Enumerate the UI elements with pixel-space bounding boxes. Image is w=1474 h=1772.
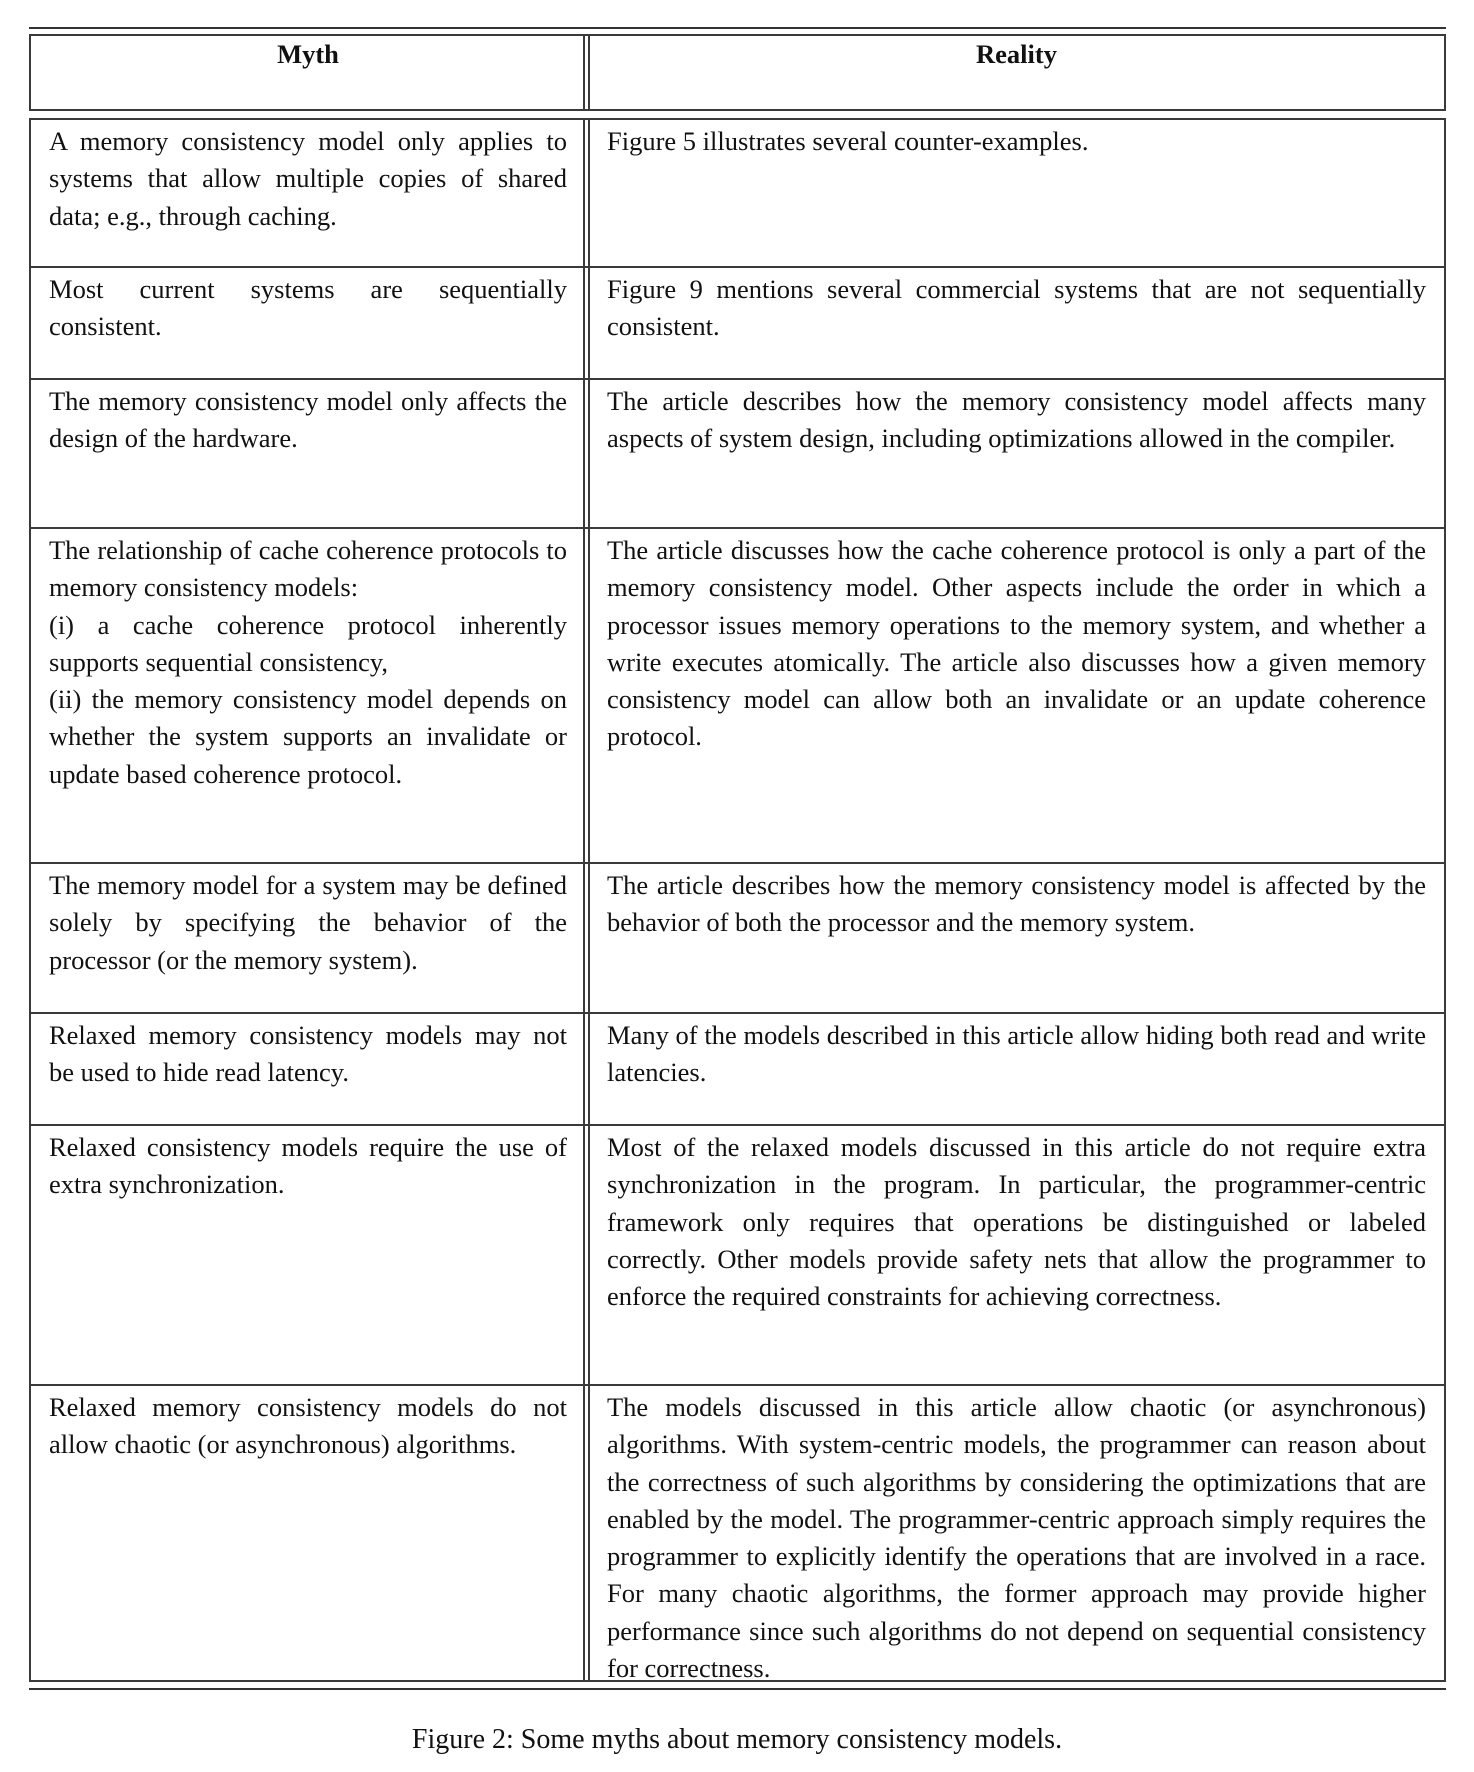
myth-line: (i) a cache coherence protocol inherently supports sequential consistency, — [49, 609, 567, 677]
column-divider — [583, 1013, 590, 1125]
column-divider — [583, 1385, 590, 1681]
reality-cell: Most of the relaxed models discussed in this article do not require extra synchronization in the program. In particular, the programmer-centric framework only requires that operations be distinguished or labeled correctly. Other models provide safety nets that allow the programmer to enforce the required constraints for achieving correctness. — [607, 1132, 1426, 1312]
reality-cell: The article describes how the memory consistency model affects many aspects of system design, including optimizations allowed in the compiler. — [607, 386, 1426, 454]
bottom-rule — [29, 1688, 1446, 1690]
myth-cell: Relaxed memory consistency models may not be used to hide read latency. — [49, 1020, 567, 1088]
reality-cell: Figure 9 mentions several commercial systems that are not sequentially consistent. — [607, 274, 1426, 342]
top-rule — [29, 27, 1446, 29]
column-divider — [583, 863, 590, 1013]
myth-cell: The memory model for a system may be defined solely by specifying the behavior of the processor (or the memory system). — [49, 870, 567, 975]
figure-caption: Figure 2: Some myths about memory consistency models. — [411, 1724, 1063, 1755]
reality-cell: The article discusses how the cache coherence protocol is only a part of the memory consistency model. Other aspects include the order in which a processor issues memory operations to the memory system, and whether a write executes atomically. The article also discusses how a given memory consistency model can allow both an invalidate or an update coherence protocol. — [607, 535, 1426, 752]
table-row — [29, 1012, 1446, 1126]
header-myth: Myth — [277, 39, 339, 69]
table-row — [29, 378, 1446, 529]
table-row — [29, 527, 1446, 864]
reality-cell: Figure 5 illustrates several counter-examples. — [607, 126, 1089, 156]
table-row — [29, 1384, 1446, 1682]
table-header-row — [29, 34, 1446, 111]
table-row — [29, 862, 1446, 1014]
myth-cell: Most current systems are sequentially consistent. — [49, 274, 567, 342]
header-reality: Reality — [976, 39, 1057, 69]
column-divider — [583, 35, 590, 110]
reality-cell: The models discussed in this article allow chaotic (or asynchronous) algorithms. With system-centric models, the programmer can reason about the correctness of such algorithms by considering the optimizations that are enabled by the model. The programmer-centric approach simply requires the programmer to explicitly identify the operations that are involved in a race. For many chaotic algorithms, the former approach may provide higher performance since such algorithms do not depend on sequential consistency for correctness. — [607, 1392, 1426, 1684]
myth-cell: The memory consistency model only affects the design of the hardware. — [49, 386, 567, 454]
table-row — [29, 118, 1446, 268]
reality-cell: The article describes how the memory consistency model is affected by the behavior of both the processor and the memory system. — [607, 870, 1426, 938]
myth-cell: Relaxed consistency models require the use of extra synchronization. — [49, 1132, 567, 1200]
table-row — [29, 266, 1446, 380]
reality-cell: Many of the models described in this article allow hiding both read and write latencies. — [607, 1020, 1426, 1088]
myth-cell: A memory consistency model only applies to systems that allow multiple copies of shared data; e.g., through caching. — [49, 126, 567, 231]
table-row — [29, 1124, 1446, 1386]
column-divider — [583, 528, 590, 863]
myth-cell: Relaxed memory consistency models do not allow chaotic (or asynchronous) algorithms. — [49, 1392, 567, 1460]
myth-cell — [31, 529, 585, 862]
column-divider — [583, 379, 590, 528]
myth-line: (ii) the memory consistency model depends on whether the system supports an invalidate or update based coherence protocol. — [49, 684, 567, 789]
myth-line: The relationship of cache coherence protocols to memory consistency models: — [49, 535, 567, 603]
column-divider — [583, 267, 590, 379]
column-divider — [583, 119, 590, 267]
column-divider — [583, 1125, 590, 1385]
